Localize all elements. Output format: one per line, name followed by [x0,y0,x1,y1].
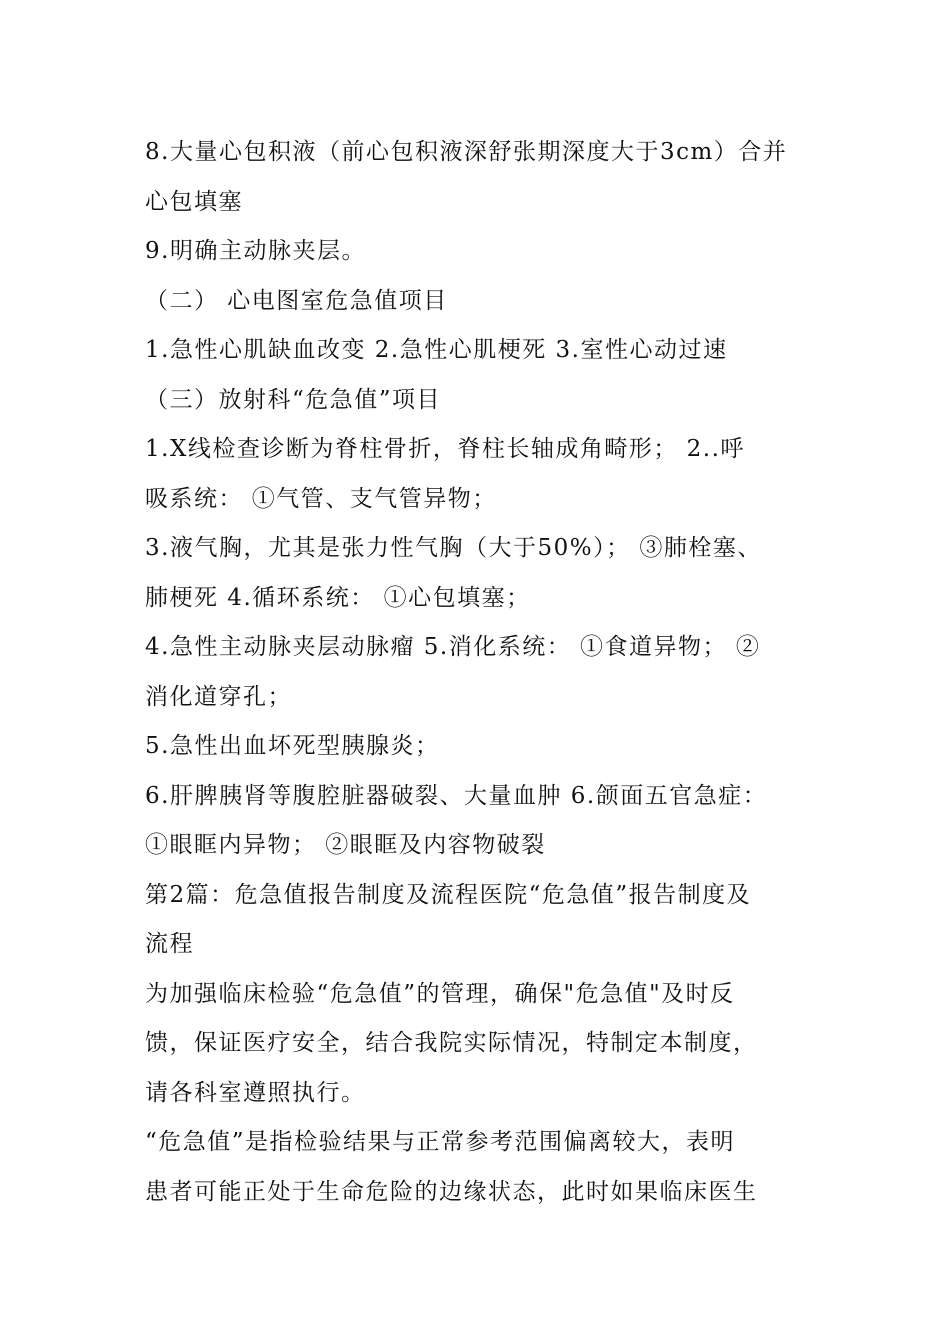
text-line: 1.急性心肌缺血改变 2.急性心肌梗死 3.室性心动过速 [145,337,728,363]
text-line: 9.明确主动脉夹层。 [145,238,366,264]
section-heading: （二） 心电图室危急值项目 [145,287,448,314]
paragraph-line: “危急值”是指检验结果与正常参考范围偏离较大，表明 [145,1129,736,1155]
article-title: 第2篇：危急值报告制度及流程医院“危急值”报告制度及 [145,881,752,908]
text-line: 肺梗死 4.循环系统： ①心包填塞； [145,584,531,611]
paragraph-line: 患者可能正处于生命危险的边缘状态，此时如果临床医生 [145,1178,758,1205]
article-title: 流程 [145,931,194,957]
text-line: 吸系统： ①气管、支气管异物； [145,485,497,512]
text-line: 心包填塞 [145,188,243,215]
paragraph-line: 为加强临床检验“危急值”的管理，确保"危急值"及时反 [145,980,735,1007]
text-line: 1.X线检查诊断为脊柱骨折，脊柱长轴成角畸形； 2..呼 [145,436,745,462]
text-line: 8.大量心包积液（前心包积液深舒张期深度大于3cm）合并 [145,139,788,165]
text-line: 消化道穿孔； [145,683,292,710]
text-line: 4.急性主动脉夹层动脉瘤 5.消化系统： ①食道异物； ② [145,634,761,660]
section-heading: （三）放射科“危急值”项目 [145,386,442,413]
document-body [145,128,815,1217]
text-line: 6.肝脾胰肾等腹腔脏器破裂、大量血肿 6.颌面五官急症： [145,782,768,809]
text-line: 3.液气胸，尤其是张力性气胸（大于50%）； ③肺栓塞、 [145,535,762,561]
paragraph-line: 请各科室遵照执行。 [145,1079,366,1106]
text-line: ①眼眶内异物； ②眼眶及内容物破裂 [145,832,546,858]
text-line: 5.急性出血坏死型胰腺炎； [145,733,440,759]
paragraph-line: 馈，保证医疗安全，结合我院实际情况，特制定本制度， [145,1030,758,1056]
